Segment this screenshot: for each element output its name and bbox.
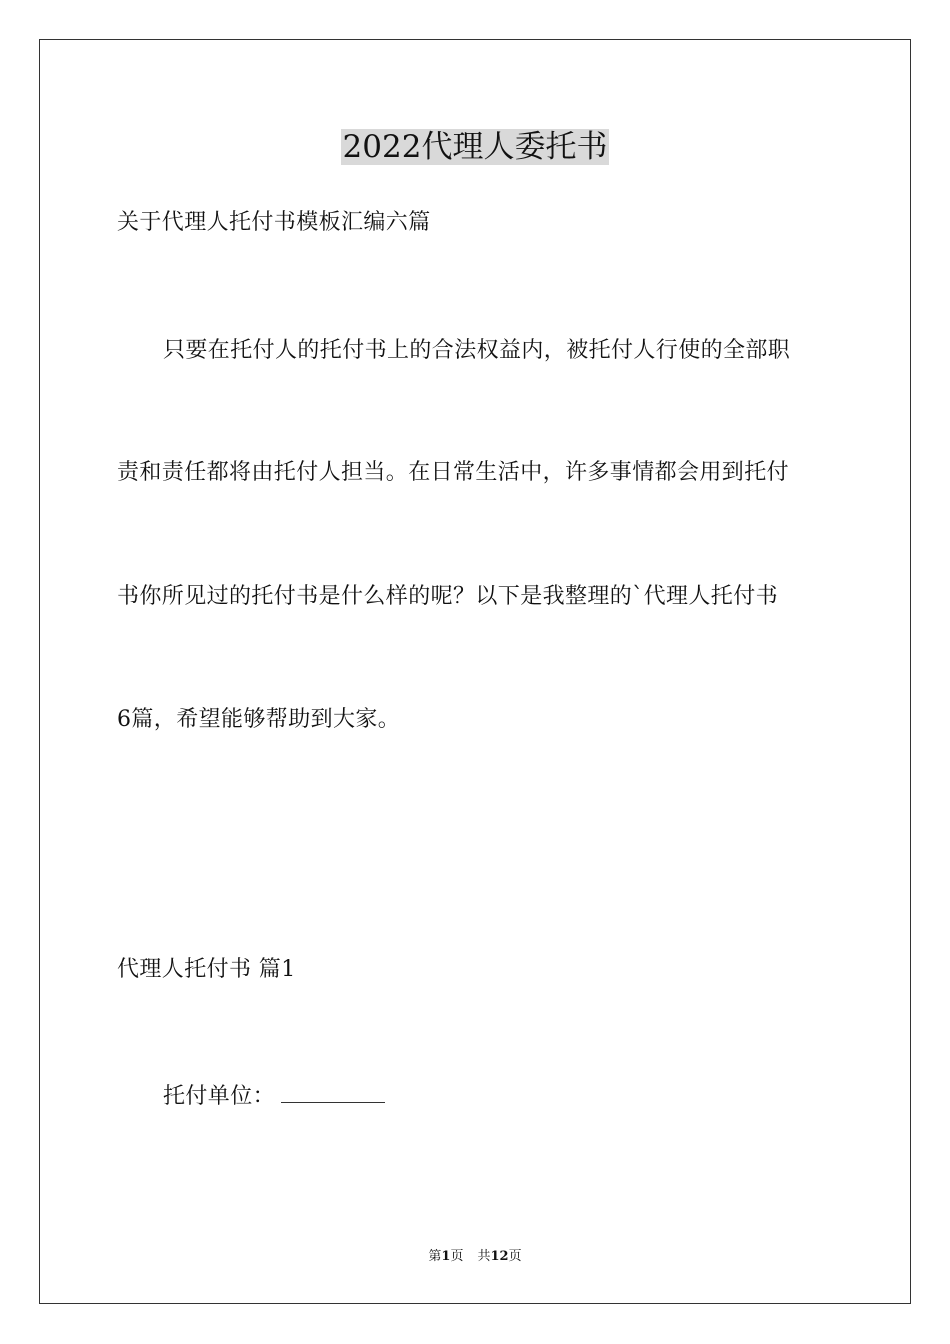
field-label: 托付单位： [163, 1084, 276, 1109]
document-subtitle: 关于代理人托付书模板汇编六篇 [117, 210, 431, 235]
document-title [0, 126, 950, 168]
footer-total-pages: 12 [490, 1249, 509, 1264]
field-blank-line [281, 1082, 385, 1103]
document-title-text: 2022代理人委托书 [342, 129, 608, 165]
section-heading: 代理人托付书 篇1 [117, 957, 296, 982]
footer-page-prefix: 第 [428, 1249, 442, 1264]
intro-line-1: 只要在托付人的托付书上的合法权益内，被托付人行使的全部职 [163, 338, 791, 363]
footer-total-prefix: 共 [477, 1249, 491, 1264]
intro-line-3: 书你所见过的托付书是什么样的呢？以下是我整理的`代理人托付书 [117, 584, 779, 609]
footer-page-number: 1 [441, 1249, 451, 1264]
footer-total-suffix: 页 [508, 1249, 522, 1264]
footer-page-suffix: 页 [450, 1249, 464, 1264]
field-row-entrusting-unit [163, 1082, 385, 1112]
intro-line-2: 责和责任都将由托付人担当。在日常生活中，许多事情都会用到托付 [117, 460, 790, 485]
intro-line-4: 6篇，希望能够帮助到大家。 [117, 707, 401, 732]
page-footer [0, 1248, 950, 1266]
